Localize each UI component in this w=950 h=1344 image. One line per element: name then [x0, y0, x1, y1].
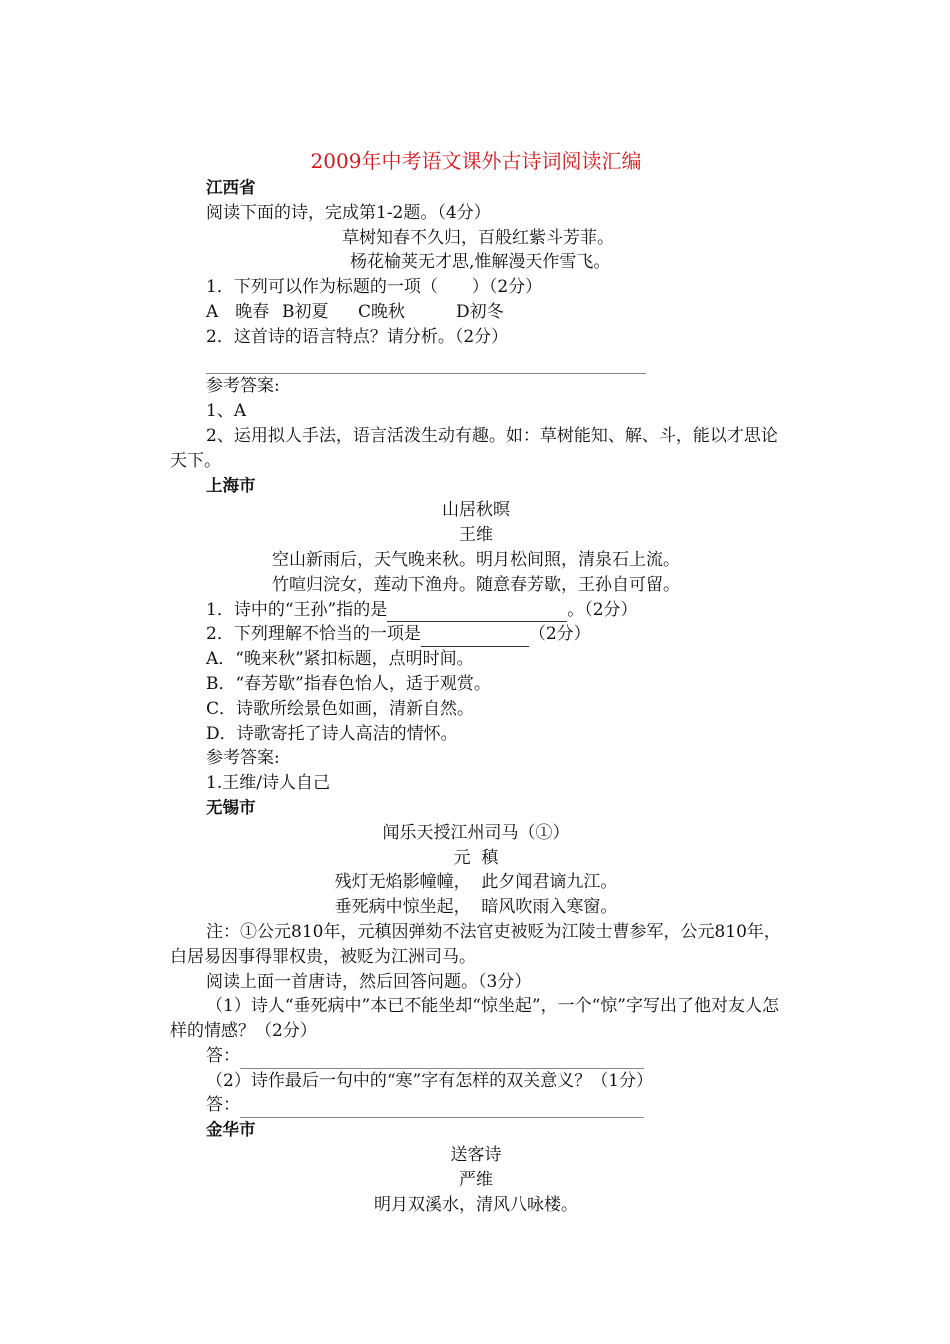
jiangxi-poem-line-1: 草树知春不久归，百般红紫斗芳菲。	[342, 227, 614, 248]
shanghai-choice-d: D．诗歌寄托了诗人高洁的情怀。	[206, 723, 458, 744]
jiangxi-answer-1: 1、A	[206, 401, 247, 422]
shanghai-answer-1: 1.王维/诗人自己	[206, 773, 330, 794]
option-d: D初冬	[456, 301, 504, 322]
shanghai-poem-title: 山居秋暝	[442, 500, 510, 521]
wuxi-intro: 阅读上面一首唐诗，然后回答问题。（3分）	[206, 971, 532, 992]
shanghai-choice-a: A．“晚来秋”紧扣标题，点明时间。	[206, 649, 474, 670]
wuxi-poem-author: 元 稹	[453, 847, 499, 868]
jinhua-poem-title: 送客诗	[450, 1145, 502, 1166]
shanghai-question-2: 2．下列理解不恰当的一项是 （2分）	[170, 622, 782, 647]
shanghai-choice-c: C．诗歌所绘景色如画，清新自然。	[206, 698, 475, 719]
wuxi-poem-line-2: 垂死病中惊坐起， 暗风吹雨入寒窗。	[334, 897, 618, 918]
shanghai-poem-line-2: 竹喧归浣女，莲动下渔舟。随意春芳歇，王孙自可留。	[272, 574, 680, 595]
jiangxi-answer-2: 2、运用拟人手法，语言活泼生动有趣。如：草树能知、解、斗，能以才思论天下。	[170, 425, 778, 471]
option-c: C晚秋	[358, 301, 406, 322]
jiangxi-options	[170, 300, 782, 325]
jinhua-poem-line-1: 明月双溪水，清风八咏楼。	[374, 1194, 578, 1215]
jinhua-poem-author: 严维	[459, 1169, 493, 1190]
wuxi-answer-2: 答：	[170, 1093, 782, 1118]
wuxi-poem-line-1: 残灯无焰影幢幢， 此夕闻君谪九江。	[334, 872, 618, 893]
wuxi-note: 注：①公元810年，元稹因弹劾不法官吏被贬为江陵士曹参军，公元810年，白居易因事得罪权贵，被贬为江洲司马。	[170, 921, 781, 967]
shanghai-poem-line-1: 空山新雨后，天气晚来秋。明月松间照，清泉石上流。	[272, 549, 680, 570]
wuxi-question-2: （2）诗作最后一句中的“寒”字有怎样的双关意义？（1分）	[206, 1070, 654, 1091]
jiangxi-intro: 阅读下面的诗，完成第1-2题。（4分）	[206, 202, 491, 223]
document-page	[170, 146, 782, 1217]
fill-blank	[421, 628, 529, 647]
shanghai-question-1: 1．诗中的“王孙”指的是 。（2分）	[170, 598, 782, 623]
jiangxi-poem-line-2: 杨花榆荚无才思,惟解漫天作雪飞。	[350, 252, 611, 273]
region-heading-jinhua: 金华市	[206, 1120, 256, 1140]
answer-line	[240, 1050, 644, 1069]
answer-line	[240, 1099, 644, 1118]
jiangxi-answer-line	[170, 350, 782, 375]
shanghai-answer-label: 参考答案:	[206, 748, 280, 769]
jiangxi-answer-label: 参考答案:	[206, 376, 280, 397]
shanghai-choice-b: B．“春芳歇”指春色怡人，适于观赏。	[206, 673, 491, 694]
region-heading-jiangxi: 江西省	[206, 178, 256, 197]
wuxi-answer-1: 答：	[170, 1044, 782, 1069]
shanghai-poem-author: 王维	[459, 525, 493, 546]
region-heading-wuxi: 无锡市	[206, 797, 256, 817]
document-title: 2009年中考语文课外古诗词阅读汇编	[310, 149, 642, 173]
fill-blank	[387, 603, 567, 622]
option-b: B初夏	[282, 301, 329, 322]
wuxi-poem-title: 闻乐天授江州司马（①）	[382, 822, 570, 843]
option-a: A 晚春	[206, 301, 270, 322]
jiangxi-question-2: 2．这首诗的语言特点？请分析。（2分）	[206, 326, 509, 347]
jiangxi-question-1: 1．下列可以作为标题的一项（ ）（2分）	[206, 277, 543, 298]
wuxi-question-1: （1）诗人“垂死病中”本已不能坐却“惊坐起”，一个“惊”字写出了他对友人怎样的情感？（2分）	[170, 996, 779, 1042]
region-heading-shanghai: 上海市	[206, 475, 256, 495]
